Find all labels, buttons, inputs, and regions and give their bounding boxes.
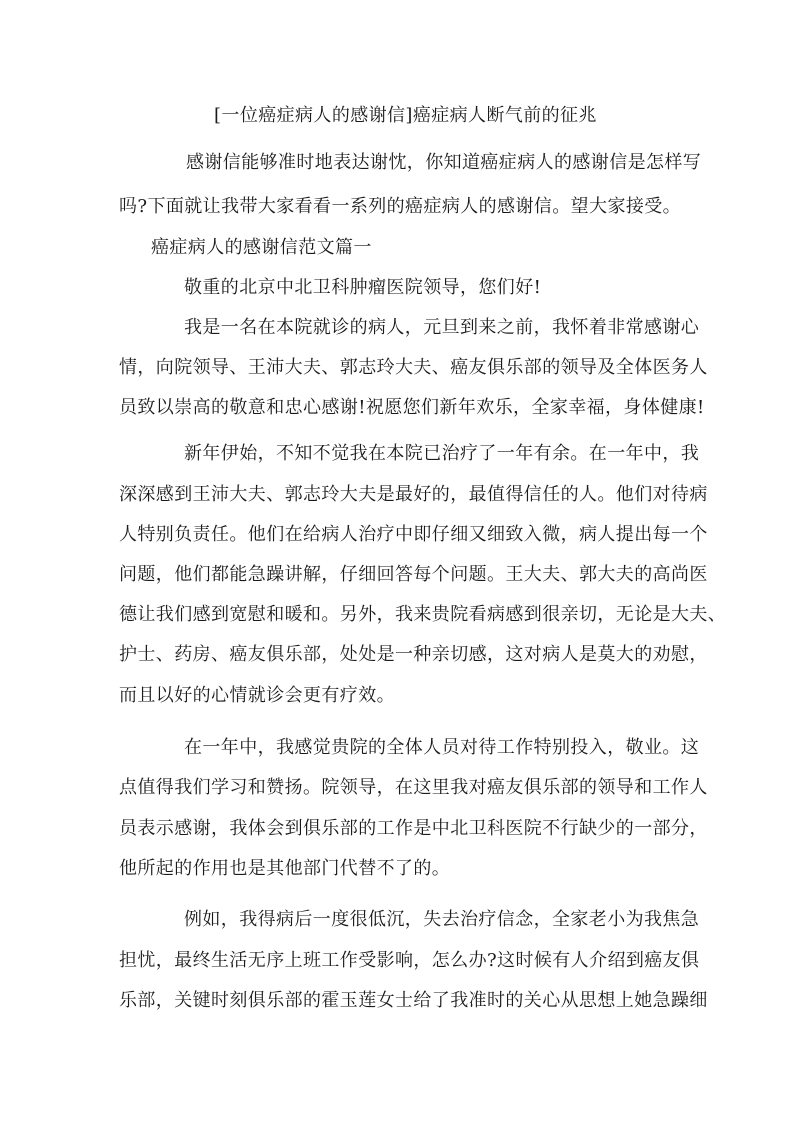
paragraph-line: 而且以好的心情就诊会更有疗效。 (119, 685, 395, 706)
salutation: 敬重的北京中北卫科肿瘤医院领导，您们好! (184, 277, 542, 298)
paragraph-line: 员致以崇高的敬意和忠心感谢!祝愿您们新年欢乐，全家幸福，身体健康! (119, 397, 705, 418)
paragraph-line: 乐部，关键时刻俱乐部的霍玉莲女士给了我准时的关心从思想上她急躁细 (119, 990, 708, 1011)
paragraph-line: 人特别负责任。他们在给病人治疗中即仔细又细致入微，病人提出每一个 (119, 524, 708, 545)
paragraph-line: 点值得我们学习和赞扬。院领导，在这里我对癌友俱乐部的领导和工作人 (119, 777, 708, 798)
paragraph-line: 我是一名在本院就诊的病人，元旦到来之前，我怀着非常感谢心 (184, 317, 700, 338)
paragraph-line: 新年伊始，不知不觉我在本院已治疗了一年有余。在一年中，我 (184, 443, 700, 464)
paragraph-line: 护士、药房、癌友俱乐部，处处是一种亲切感，这对病人是莫大的劝慰， (119, 644, 708, 665)
paragraph-line: 情，向院领导、王沛大夫、郭志玲大夫、癌友俱乐部的领导及全体医务人 (119, 357, 708, 378)
paragraph-line: 深深感到王沛大夫、郭志玲大夫是最好的，最值得信任的人。他们对待病 (119, 484, 708, 505)
paragraph-line: 在一年中，我感觉贵院的全体人员对待工作特别投入，敬业。这 (184, 737, 700, 758)
paragraph-line: 德让我们感到宽慰和暖和。另外，我来贵院看病感到很亲切，无论是大夫、 (119, 604, 727, 625)
section-heading: 癌症病人的感谢信范文篇一 (151, 237, 372, 258)
intro-line: 吗?下面就让我带大家看看一系列的癌症病人的感谢信。望大家接受。 (119, 196, 682, 217)
document-title: [一位癌症病人的感谢信]癌症病人断气前的征兆 (214, 105, 597, 126)
paragraph-line: 例如，我得病后一度很低沉，失去治疗信念，全家老小为我焦急 (184, 909, 700, 930)
paragraph-line: 问题，他们都能急躁讲解，仔细回答每个问题。王大夫、郭大夫的高尚医 (119, 564, 708, 585)
intro-line: 感谢信能够准时地表达谢忱，你知道癌症病人的感谢信是怎样写 (186, 152, 702, 173)
paragraph-line: 员表示感谢，我体会到俱乐部的工作是中北卫科医院不行缺少的一部分， (119, 818, 708, 839)
paragraph-line: 担忧，最终生活无序上班工作受影响，怎么办?这时候有人介绍到癌友俱 (119, 950, 700, 971)
paragraph-line: 他所起的作用也是其他部门代替不了的。 (119, 858, 451, 879)
